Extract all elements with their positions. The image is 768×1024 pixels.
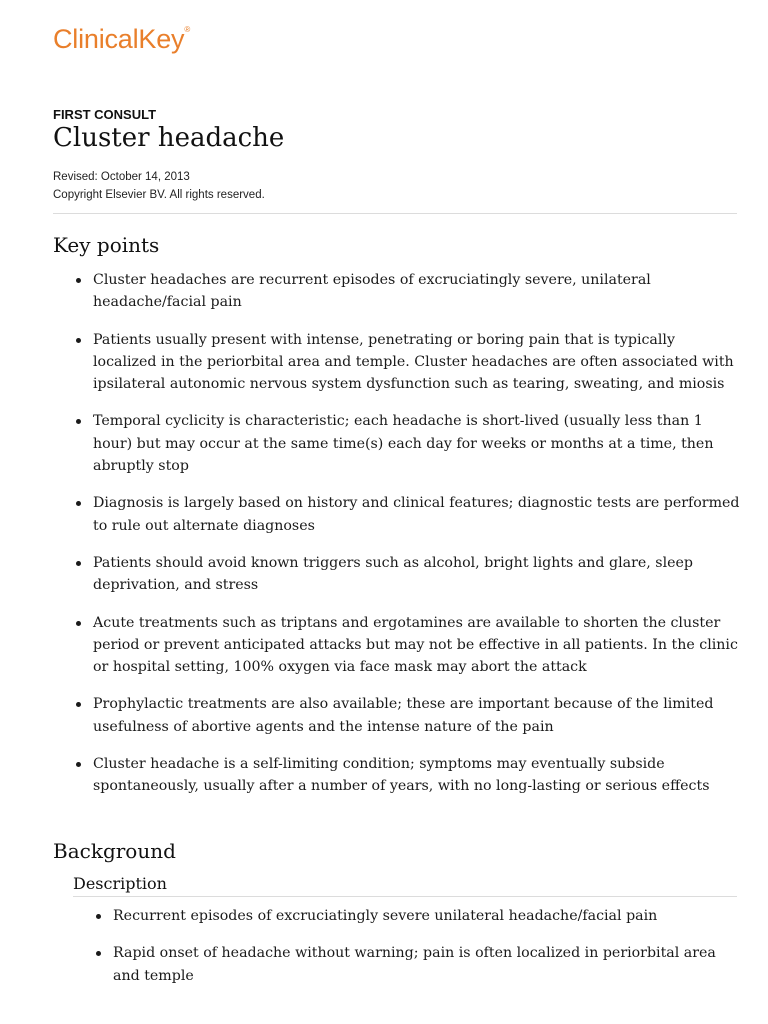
list-item — [93, 269, 741, 314]
bullet-icon — [76, 702, 81, 707]
list-item-text: Cluster headaches are recurrent episodes of excruciatingly severe, unilateral headache/facial pain — [93, 272, 651, 311]
list-item — [113, 942, 737, 987]
bullet-icon — [76, 278, 81, 283]
page-title: Cluster headache — [53, 123, 285, 153]
list-item — [93, 329, 741, 396]
copyright-notice: Copyright Elsevier BV. All rights reserved. — [53, 189, 265, 201]
list-item-text: Prophylactic treatments are also available; these are important because of the limited usefulness of abortive agents and the intense nature of the pain — [93, 696, 714, 735]
list-item — [113, 905, 737, 927]
header-divider — [53, 213, 737, 214]
bullet-icon — [96, 914, 101, 919]
list-item-text: Patients usually present with intense, penetrating or boring pain that is typically localized in the periorbital area and temple. Cluster headaches are often associated with ipsilateral autonomic nervous system dysfunction such as tearing, sweating, and miosis — [93, 331, 734, 393]
revised-date: Revised: October 14, 2013 — [53, 171, 190, 183]
list-item-text: Recurrent episodes of excruciatingly severe unilateral headache/facial pain — [113, 908, 658, 924]
background-heading: Background — [53, 839, 176, 863]
list-item-text: Acute treatments such as triptans and ergotamines are available to shorten the cluster period or prevent anticipated attacks but may not be effective in all patients. In the clinic or hospital setting, 100% oxygen via face mask may abort the attack — [93, 614, 738, 676]
key-points-heading: Key points — [53, 233, 160, 257]
bullet-icon — [76, 419, 81, 424]
bullet-icon — [76, 621, 81, 626]
list-item-text: Cluster headache is a self-limiting condition; symptoms may eventually subside spontaneously, usually after a number of years, with no long-lasting or serious effects — [93, 756, 710, 795]
bullet-icon — [76, 561, 81, 566]
description-divider — [73, 896, 737, 897]
list-item — [93, 410, 741, 477]
list-item-text: Rapid onset of headache without warning; pain is often localized in periorbital area and temple — [113, 945, 716, 984]
bullet-icon — [96, 951, 101, 956]
description-heading: Description — [73, 874, 167, 893]
list-item — [93, 492, 741, 537]
bullet-icon — [76, 501, 81, 506]
list-item — [93, 552, 741, 597]
list-item — [93, 693, 741, 738]
bullet-icon — [76, 762, 81, 767]
list-item-text: Patients should avoid known triggers such as alcohol, bright lights and glare, sleep deprivation, and stress — [93, 554, 693, 594]
section-kicker: FIRST CONSULT — [53, 107, 157, 122]
clinicalkey-logo[interactable] — [53, 24, 190, 55]
document-meta — [53, 168, 265, 204]
key-points-list — [93, 269, 741, 813]
registered-mark: ® — [184, 25, 191, 34]
list-item-text: Temporal cyclicity is characteristic; each headache is short-lived (usually less than 1 hour) but may occur at the same time(s) each day for weeks or months at a time, then abruptly stop — [93, 413, 714, 475]
list-item — [93, 612, 741, 679]
description-list — [113, 905, 737, 1002]
list-item — [93, 753, 741, 798]
list-item-text: Diagnosis is largely based on history and clinical features; diagnostic tests are performed to rule out alternate diagnoses — [93, 495, 740, 534]
logo-text: ClinicalKey — [53, 24, 185, 54]
bullet-icon — [76, 338, 81, 343]
